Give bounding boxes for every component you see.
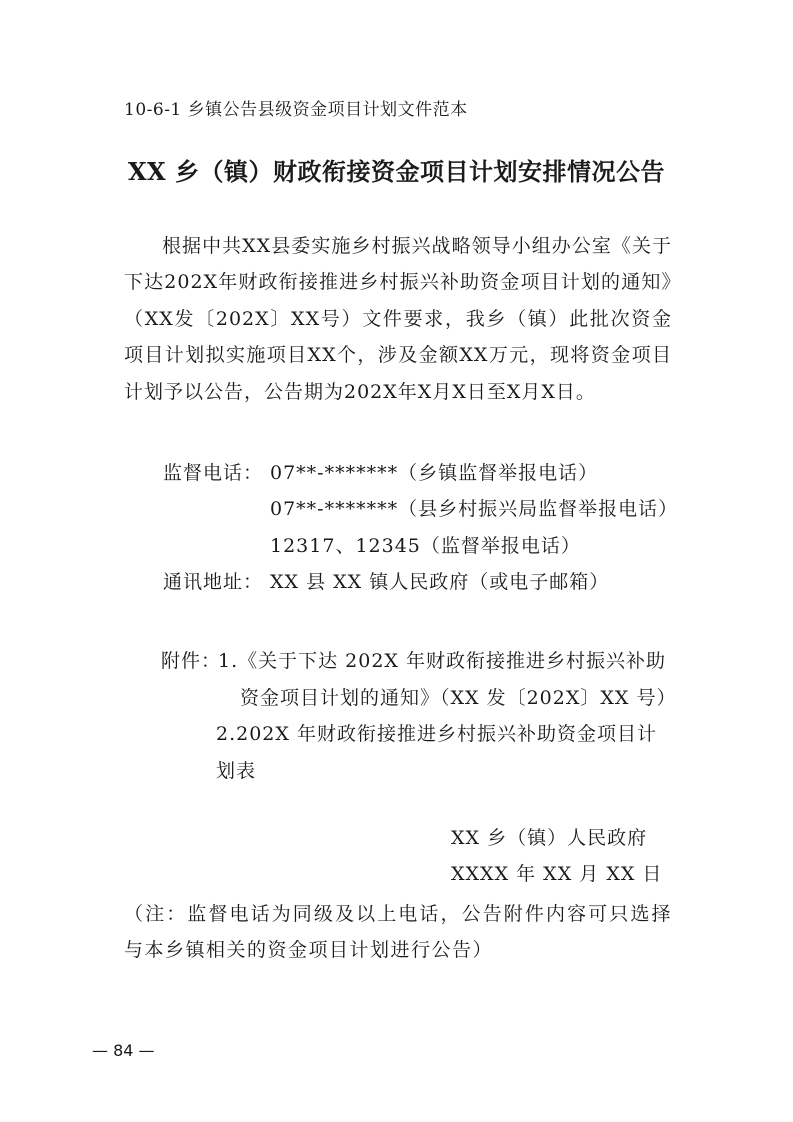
phone-line-1: 07**-*******（乡镇监督举报电话） xyxy=(270,462,599,484)
address-value: XX 县 XX 镇人民政府（或电子邮箱） xyxy=(270,571,610,593)
page-number: — 84 — xyxy=(92,1041,155,1060)
phone-line-2: 07**-*******（县乡村振兴局监督举报电话） xyxy=(270,498,679,520)
attachment-2-line-2: 划表 xyxy=(216,760,257,782)
attachment-1-line-2: 资金项目计划的通知》（XX 发〔202X〕XX 号） xyxy=(240,687,677,709)
attachments-label: 附件： xyxy=(161,650,222,672)
body-paragraph: 根据中共XX县委实施乡村振兴战略领导小组办公室《关于下达202X年财政衔接推进乡村振兴补助资金项目计划的通知》（XX发〔202X〕XX号）文件要求，我乡（镇）此批次资金项目计划拟实施项目XX个，涉及金额XX万元，现将资金项目计划予以公告，公告期为202X年X月X日至X月X日。 xyxy=(124,235,672,403)
footnote: （注：监督电话为同级及以上电话，公告附件内容可只选择与本乡镇相关的资金项目计划进行公告） xyxy=(124,903,672,961)
attachment-2-line-1: 2.202X 年财政衔接推进乡村振兴补助资金项目计 xyxy=(216,723,657,745)
section-label: 10-6-1 乡镇公告县级资金项目计划文件范本 xyxy=(124,100,468,120)
phone-line-3: 12317、12345（监督举报电话） xyxy=(270,535,581,557)
attachment-1-line-1: 1.《关于下达 202X 年财政衔接推进乡村振兴补助 xyxy=(218,650,666,672)
signature-date: XXXX 年 XX 月 XX 日 xyxy=(451,863,663,885)
phone-label: 监督电话： xyxy=(163,462,264,484)
signature-org: XX 乡（镇）人民政府 xyxy=(451,827,648,849)
page-title: XX 乡（镇）财政衔接资金项目计划安排情况公告 xyxy=(127,157,666,186)
address-label: 通讯地址： xyxy=(163,571,264,593)
